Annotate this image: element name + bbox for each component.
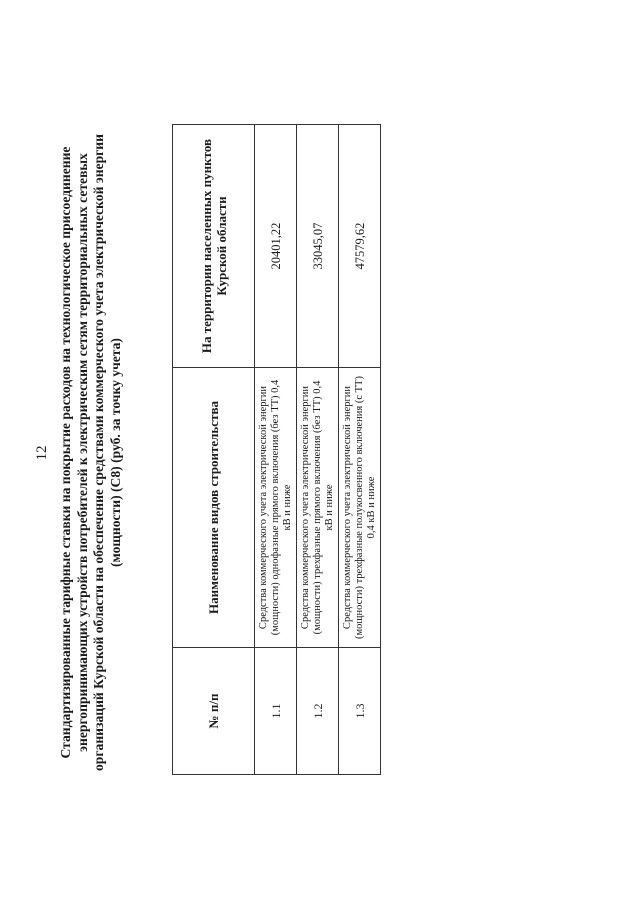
table-row bbox=[297, 125, 339, 775]
tariff-table bbox=[172, 124, 381, 775]
title-line: организаций Курской области на обеспечение средствами коммерческого учета электрической энергии bbox=[91, 134, 106, 771]
header-value: На территории населенных пунктов Курской области bbox=[173, 125, 255, 368]
row-number: 1.1 bbox=[255, 648, 297, 775]
table-row bbox=[255, 125, 297, 775]
table-row bbox=[339, 125, 381, 775]
document-title bbox=[58, 90, 124, 815]
page-number: 12 bbox=[34, 445, 50, 461]
table-header-row bbox=[173, 125, 255, 775]
title-line: (мощности) (С8) (руб. за точку учета) bbox=[107, 338, 123, 567]
row-description: Средства коммерческого учета электрической энергии (мощности) однофазные прямого включения (без ТТ) 0,4 кВ и ниже bbox=[255, 368, 297, 648]
title-line: Стандартизированные тарифные ставки на покрытие расходов на технологическое присоединение bbox=[58, 146, 73, 759]
row-description: Средства коммерческого учета электрической энергии (мощности) трехфазные полукосвенного включения (с ТТ) 0,4 кВ и ниже bbox=[339, 368, 381, 648]
row-number: 1.3 bbox=[339, 648, 381, 775]
row-value: 33045,07 bbox=[297, 125, 339, 368]
title-line: энергопринимающих устройств потребителей к электрическим сетям территориальных сетевых bbox=[74, 153, 90, 752]
row-value: 47579,62 bbox=[339, 125, 381, 368]
row-number: 1.2 bbox=[297, 648, 339, 775]
row-value: 20401,22 bbox=[255, 125, 297, 368]
header-construction-type: Наименование видов строительства bbox=[173, 368, 255, 648]
row-description: Средства коммерческого учета электрической энергии (мощности) трехфазные прямого включения (без ТТ) 0,4 кВ и ниже bbox=[297, 368, 339, 648]
header-number: № п/п bbox=[173, 648, 255, 775]
